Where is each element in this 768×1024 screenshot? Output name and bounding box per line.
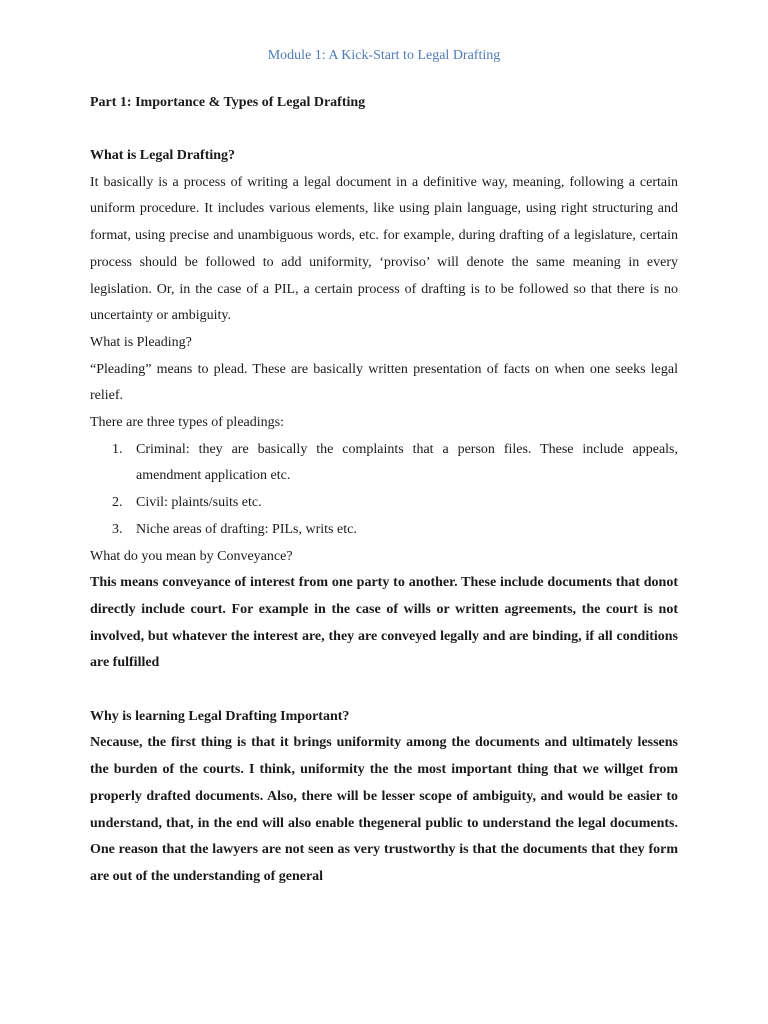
legal-drafting-paragraph: It basically is a process of writing a legal document in a definitive way, meaning, following a certain uniform procedure. It includes various elements, like using plain language, using right structuring and format, using precise and unambiguous words, etc. for example, during drafting of a legislature, certain process should be followed to add uniformity, ‘proviso’ will denote the same meaning in every legislation. Or, in the case of a PIL, a certain process of drafting is to be followed so that there is no uncertainty or ambiguity. (90, 174, 678, 324)
pleading-types-intro: There are three types of pleadings: (90, 415, 284, 431)
list-item (90, 490, 678, 517)
part-title: Part 1: Importance & Types of Legal Drafting (90, 95, 366, 110)
importance-paragraph: Necause, the first thing is that it brings uniformity among the documents and ultimately lessens the burden of the courts. I think, uniformity the the most important thing that we willget from properly drafted documents. Also, there will be lesser scope of ambiguity, and would be easier to understand, that, in the end will also enable thegeneral public to understand the legal documents. One reason that the lawyers are not seen as very trustworthy is that the documents that they form are out of the understanding of general (90, 735, 678, 884)
document-body (90, 143, 678, 891)
importance-heading: Why is learning Legal Drafting Important? (90, 708, 350, 724)
list-item-text: Niche areas of drafting: PILs, writs etc. (136, 521, 357, 537)
list-item-number: 1. (112, 441, 123, 457)
conveyance-heading: What do you mean by Conveyance? (90, 548, 293, 564)
list-item (90, 517, 678, 544)
list-item-number: 3. (112, 521, 123, 537)
pleading-paragraph: “Pleading” means to plead. These are basically written presentation of facts on when one seeks legal relief. (90, 361, 678, 404)
pleading-heading: What is Pleading? (90, 334, 192, 350)
legal-drafting-heading: What is Legal Drafting? (90, 148, 236, 163)
pleading-types-list (90, 437, 678, 544)
module-title: Module 1: A Kick-Start to Legal Drafting (267, 48, 501, 63)
list-item-number: 2. (112, 495, 123, 511)
paragraph-spacer (90, 677, 678, 704)
list-item-text: Criminal: they are basically the complaints that a person files. These include appeals, amendment application etc. (136, 441, 678, 484)
conveyance-paragraph: This means conveyance of interest from one party to another. These include documents that donot directly include court. For example in the case of wills or written agreements, the court is not involved, but whatever the interest are, they are conveyed legally and are binding, if all conditions are fulfilled (90, 575, 678, 671)
list-item-text: Civil: plaints/suits etc. (136, 495, 262, 511)
list-item (90, 437, 678, 490)
